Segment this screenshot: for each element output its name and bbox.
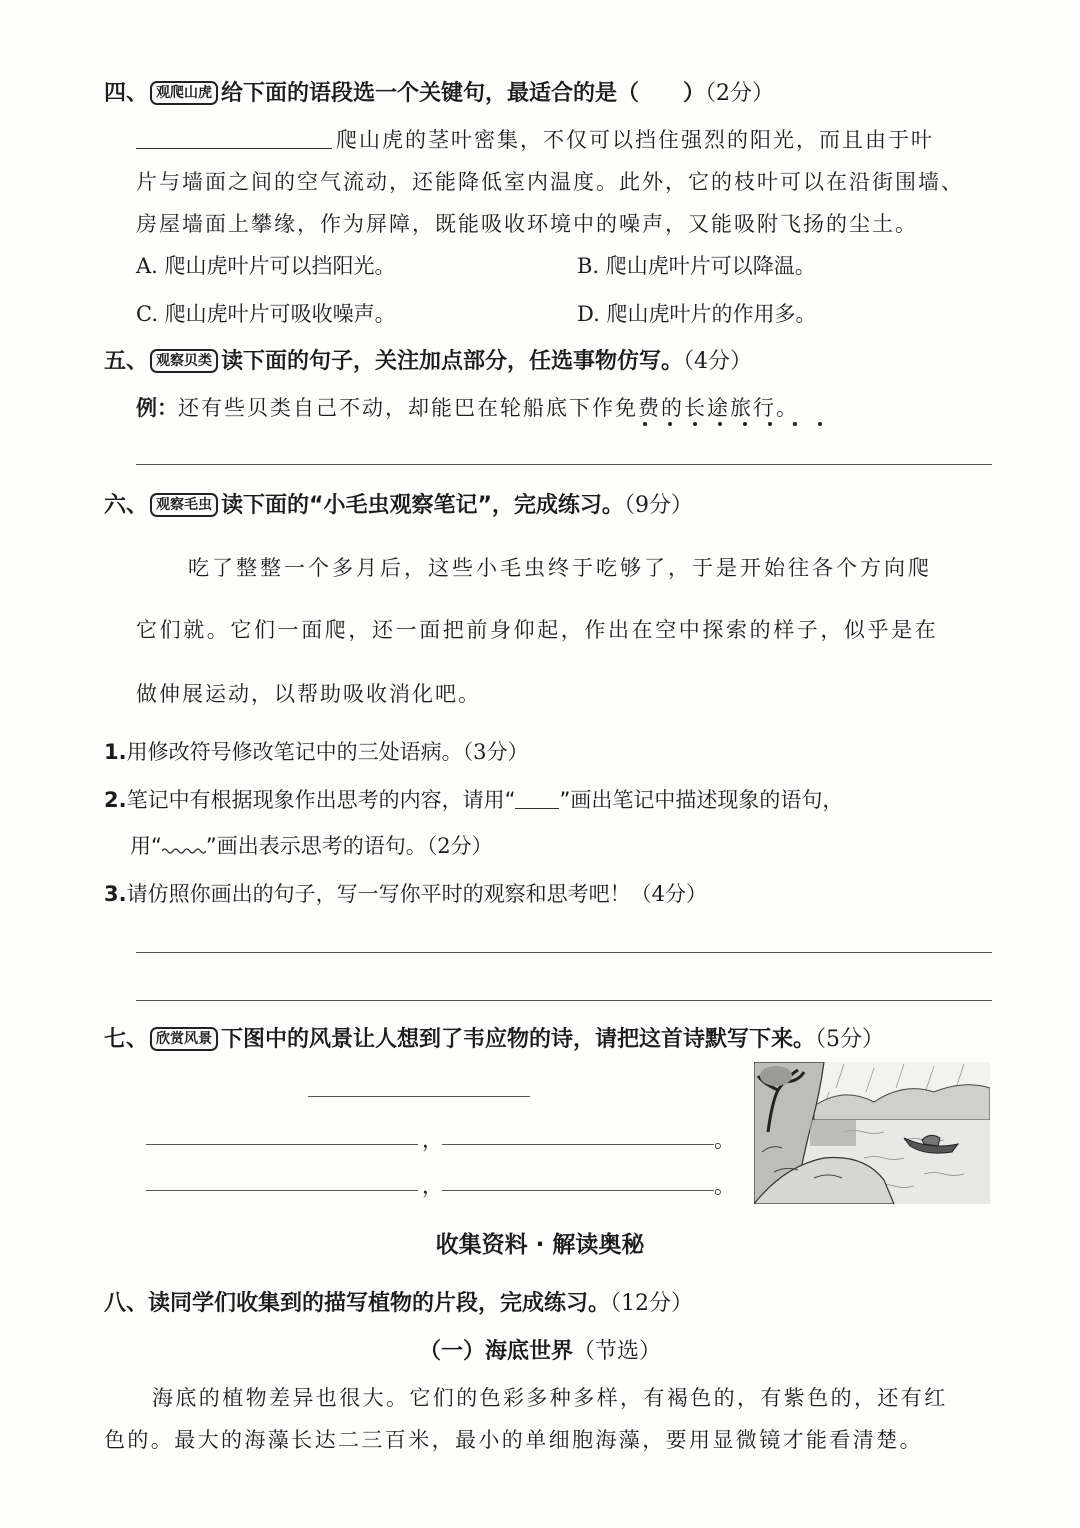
q6-sub3 [104, 878, 1080, 908]
q7-poem-line-1[interactable] [146, 1144, 418, 1145]
q7-poem-title-line[interactable] [308, 1096, 530, 1097]
q6-sub2-text-a: 笔记中有根据现象作出思考的内容，请用“ [126, 788, 516, 812]
q6-sub2-points: （2分） [426, 834, 493, 858]
q5-prompt: 读下面的句子，关注加点部分，任选事物仿写。 [221, 349, 684, 374]
q6-sub2-line2 [130, 830, 1080, 860]
q7-period-2: 。 [714, 1174, 737, 1198]
q5-example-text: 还有些贝类自己不动，却能巴在轮船底下作免费的长途旅行。 [178, 396, 799, 420]
q4-passage-line2: 片与墙面之间的空气流动，还能降低室内温度。此外，它的枝叶可以在沿街围墙、 [136, 170, 964, 194]
q5-points: （4分） [683, 349, 753, 374]
q7-poem-line-4[interactable] [442, 1190, 714, 1191]
q6-sub1 [104, 736, 1080, 766]
q4-points: （2分） [705, 81, 775, 106]
q7-points: （5分） [815, 1027, 885, 1052]
q6-note-line2: 它们就。它们一面爬，还一面把前身仰起，作出在空中探索的样子，似乎是在 [136, 618, 939, 642]
q4-option-a[interactable]: A. 爬山虎叶片可以挡阳光。 [136, 254, 396, 278]
q5-number: 五、 [104, 349, 149, 374]
q4-passage-line1 [136, 124, 1080, 154]
q6-sub2-number: 2. [104, 788, 127, 812]
q6-sub1-text: 用修改符号修改笔记中的三处语病。 [126, 740, 463, 764]
q6-sub2-text-c: 用“ [130, 834, 162, 858]
q7-poem-line-2[interactable] [442, 1144, 714, 1145]
q4-option-d[interactable]: D. 爬山虎叶片的作用多。 [577, 302, 817, 326]
q6-prompt: 读下面的“小毛虫观察笔记”，完成练习。 [221, 493, 624, 518]
q8-para-line2: 色的。最大的海藻长达二三百米，最小的单细胞海藻，要用显微镜才能看清楚。 [104, 1428, 923, 1452]
q6-note-line1: 吃了整整一个多月后，这些小毛虫终于吃够了，于是开始往各个方向爬 [188, 556, 932, 580]
q6-sub2-text-d: ”画出表示思考的语句。 [205, 834, 427, 858]
q8-subtitle-note: （节选） [573, 1339, 662, 1364]
q6-tag: 观察毛虫 [150, 493, 218, 517]
q6-note-line3: 做伸展运动，以帮助吸收消化吧。 [136, 682, 481, 706]
q4-tag: 观爬山虎 [150, 81, 218, 105]
q6-sub3-points: （4分） [630, 882, 707, 906]
q6-points: （9分） [623, 493, 693, 518]
q6-sub1-number: 1. [104, 740, 127, 764]
q8-subtitle-main: （一）海底世界 [418, 1339, 573, 1364]
q7-number: 七、 [104, 1027, 149, 1052]
q4-option-c[interactable]: C. 爬山虎叶片可吸收噪声。 [136, 302, 396, 326]
q4-number: 四、 [104, 81, 149, 106]
q7-tag: 欣赏风景 [150, 1027, 218, 1051]
wavy-underline-sample [162, 845, 206, 855]
q6-sub1-points: （3分） [462, 740, 529, 764]
q7-period-1: 。 [714, 1128, 737, 1152]
q7-poem-line-3[interactable] [146, 1190, 418, 1191]
q8-para-line1: 海底的植物差异也很大。它们的色彩多种多样，有褐色的，有紫色的，还有红 [152, 1386, 948, 1410]
q6-header [104, 488, 1080, 519]
q6-number: 六、 [104, 493, 149, 518]
q5-example [136, 392, 1080, 422]
q6-answer-line-2[interactable] [136, 1000, 992, 1001]
q6-sub2-line1 [104, 784, 1080, 814]
q5-answer-line[interactable] [136, 464, 992, 465]
q4-passage-line3: 房屋墙面上攀缘，作为屏障，既能吸收环境中的噪声，又能吸附飞扬的尘土。 [136, 212, 918, 236]
straight-underline-sample [515, 794, 559, 809]
q8-subtitle [0, 1334, 1080, 1365]
q6-sub3-text: 请仿照你画出的句子，写一写你平时的观察和思考吧！ [126, 882, 631, 906]
q5-example-label: 例： [136, 396, 178, 420]
q4-option-b[interactable]: B. 爬山虎叶片可以降温。 [577, 254, 816, 278]
q7-comma-2: ， [422, 1174, 445, 1198]
q8-prompt: 读同学们收集到的描写植物的片段，完成练习。 [148, 1291, 611, 1316]
q8-points: （12分） [610, 1291, 694, 1316]
q7-comma-1: ， [422, 1128, 445, 1152]
q7-header [104, 1022, 1080, 1053]
landscape-illustration [754, 1062, 990, 1204]
section-title: 收集资料 · 解读奥秘 [435, 1232, 645, 1258]
q4-keysentence-blank[interactable] [136, 128, 332, 149]
q5-tag: 观察贝类 [150, 349, 218, 373]
q4-passage-text1: 爬山虎的茎叶密集，不仅可以挡住强烈的阳光，而且由于叶 [336, 128, 934, 152]
q8-header [104, 1286, 1080, 1317]
q6-sub2-text-b: ”画出笔记中描述现象的语句， [559, 788, 844, 812]
q6-answer-line-1[interactable] [136, 952, 992, 953]
q4-prompt: 给下面的语段选一个关键句，最适合的是（ ） [221, 81, 706, 106]
q7-prompt: 下图中的风景让人想到了韦应物的诗，请把这首诗默写下来。 [221, 1027, 816, 1052]
q4-header [104, 76, 1080, 107]
q6-sub3-number: 3. [104, 882, 127, 906]
q8-number: 八、 [104, 1291, 149, 1316]
q5-header [104, 344, 1080, 375]
